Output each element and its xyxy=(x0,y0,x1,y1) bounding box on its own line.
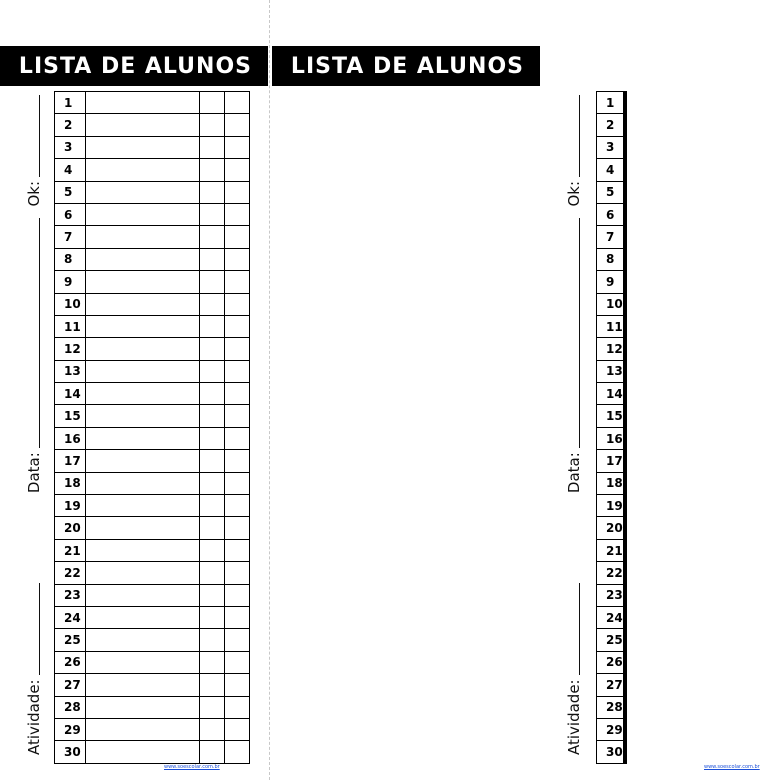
student-number: 29 xyxy=(55,718,86,740)
student-name-cell[interactable] xyxy=(86,203,200,225)
table-row xyxy=(55,293,250,315)
table-row xyxy=(55,562,250,584)
student-number: 26 xyxy=(597,651,624,673)
table-row xyxy=(597,271,627,293)
student-number: 27 xyxy=(55,674,86,696)
table-row xyxy=(55,741,250,763)
table-row xyxy=(597,427,627,449)
check-cell-2[interactable] xyxy=(225,584,250,606)
check-cell-2[interactable] xyxy=(625,741,626,763)
student-number: 4 xyxy=(597,159,624,181)
student-number: 19 xyxy=(55,495,86,517)
table-row xyxy=(597,651,627,673)
student-number: 3 xyxy=(597,136,624,158)
student-number: 24 xyxy=(55,606,86,628)
check-cell-2[interactable] xyxy=(225,517,250,539)
table-row xyxy=(597,203,627,225)
student-number: 14 xyxy=(55,383,86,405)
check-cell-2[interactable] xyxy=(225,293,250,315)
ok-label: Ok: xyxy=(565,181,583,207)
check-cell-2[interactable] xyxy=(625,539,626,561)
check-cell-1[interactable] xyxy=(200,539,225,561)
check-cell-1[interactable] xyxy=(200,517,225,539)
student-number: 2 xyxy=(597,114,624,136)
student-number: 23 xyxy=(55,584,86,606)
roster-table xyxy=(54,91,250,764)
check-cell-2[interactable] xyxy=(625,606,626,628)
student-number: 1 xyxy=(55,92,86,114)
student-name-cell[interactable] xyxy=(86,450,200,472)
student-number: 14 xyxy=(597,383,624,405)
student-name-cell[interactable] xyxy=(86,517,200,539)
check-cell-2[interactable] xyxy=(625,136,626,158)
check-cell-2[interactable] xyxy=(225,741,250,763)
table-row xyxy=(55,338,250,360)
table-row xyxy=(55,718,250,740)
check-cell-2[interactable] xyxy=(225,92,250,114)
table-row xyxy=(55,92,250,114)
check-cell-1[interactable] xyxy=(200,562,225,584)
student-name-cell[interactable] xyxy=(86,315,200,337)
check-cell-2[interactable] xyxy=(225,450,250,472)
student-number: 22 xyxy=(597,562,624,584)
student-name-cell[interactable] xyxy=(86,360,200,382)
check-cell-2[interactable] xyxy=(625,718,626,740)
table-row xyxy=(55,248,250,270)
check-cell-1[interactable] xyxy=(200,136,225,158)
student-number: 7 xyxy=(55,226,86,248)
student-name-cell[interactable] xyxy=(86,271,200,293)
activity-label: Atividade: xyxy=(25,679,43,755)
check-cell-2[interactable] xyxy=(225,472,250,494)
check-cell-2[interactable] xyxy=(225,629,250,651)
student-name-cell[interactable] xyxy=(86,226,200,248)
table-row xyxy=(55,203,250,225)
table-row xyxy=(597,584,627,606)
check-cell-2[interactable] xyxy=(625,383,626,405)
table-row xyxy=(597,405,627,427)
table-row xyxy=(597,360,627,382)
check-cell-1[interactable] xyxy=(200,383,225,405)
student-number: 5 xyxy=(55,181,86,203)
table-row xyxy=(597,450,627,472)
check-cell-2[interactable] xyxy=(225,226,250,248)
student-name-cell[interactable] xyxy=(86,159,200,181)
table-row xyxy=(597,606,627,628)
check-cell-1[interactable] xyxy=(200,338,225,360)
check-cell-2[interactable] xyxy=(625,226,626,248)
student-number: 6 xyxy=(597,203,624,225)
check-cell-2[interactable] xyxy=(625,450,626,472)
table-row xyxy=(55,450,250,472)
check-cell-2[interactable] xyxy=(625,427,626,449)
table-row xyxy=(597,539,627,561)
table-row xyxy=(55,696,250,718)
date-label: Data: xyxy=(565,452,583,494)
check-cell-2[interactable] xyxy=(625,472,626,494)
activity-blank-line xyxy=(579,583,580,675)
table-row xyxy=(55,405,250,427)
check-cell-1[interactable] xyxy=(200,584,225,606)
table-row xyxy=(597,181,627,203)
check-cell-2[interactable] xyxy=(625,271,626,293)
student-number: 21 xyxy=(597,539,624,561)
student-number: 1 xyxy=(597,92,624,114)
roster-body xyxy=(597,92,627,764)
table-row xyxy=(55,159,250,181)
check-cell-1[interactable] xyxy=(200,114,225,136)
table-row xyxy=(55,495,250,517)
student-name-cell[interactable] xyxy=(86,427,200,449)
check-cell-1[interactable] xyxy=(200,427,225,449)
check-cell-2[interactable] xyxy=(625,584,626,606)
student-number: 8 xyxy=(597,248,624,270)
student-name-cell[interactable] xyxy=(86,383,200,405)
student-name-cell[interactable] xyxy=(86,472,200,494)
check-cell-2[interactable] xyxy=(225,360,250,382)
ok-field xyxy=(565,95,583,207)
student-name-cell[interactable] xyxy=(86,114,200,136)
student-name-cell[interactable] xyxy=(86,651,200,673)
check-cell-2[interactable] xyxy=(625,629,626,651)
student-number: 17 xyxy=(55,450,86,472)
student-number: 9 xyxy=(597,271,624,293)
student-number: 27 xyxy=(597,674,624,696)
student-number: 28 xyxy=(597,696,624,718)
check-cell-2[interactable] xyxy=(625,651,626,673)
student-number: 11 xyxy=(597,315,624,337)
check-cell-2[interactable] xyxy=(225,427,250,449)
check-cell-1[interactable] xyxy=(200,315,225,337)
ok-label: Ok: xyxy=(25,181,43,207)
student-number: 5 xyxy=(597,181,624,203)
check-cell-2[interactable] xyxy=(225,315,250,337)
check-cell-2[interactable] xyxy=(625,696,626,718)
date-blank-line xyxy=(39,218,40,448)
table-row xyxy=(55,539,250,561)
activity-field xyxy=(25,583,43,755)
table-row xyxy=(55,136,250,158)
table-row xyxy=(597,159,627,181)
student-number: 30 xyxy=(597,741,624,763)
table-row xyxy=(597,517,627,539)
activity-label: Atividade: xyxy=(565,679,583,755)
student-list-panel-left xyxy=(0,0,270,780)
student-number: 29 xyxy=(597,718,624,740)
check-cell-2[interactable] xyxy=(225,674,250,696)
table-row xyxy=(597,338,627,360)
student-name-cell[interactable] xyxy=(86,718,200,740)
check-cell-2[interactable] xyxy=(625,159,626,181)
header-bar xyxy=(0,46,268,86)
footer-link[interactable]: www.soescolar.com.br xyxy=(704,764,760,770)
panel-title: LISTA DE ALUNOS xyxy=(18,54,252,79)
check-cell-1[interactable] xyxy=(200,360,225,382)
student-number: 22 xyxy=(55,562,86,584)
table-row xyxy=(597,226,627,248)
student-name-cell[interactable] xyxy=(86,136,200,158)
check-cell-1[interactable] xyxy=(200,718,225,740)
student-number: 20 xyxy=(55,517,86,539)
check-cell-1[interactable] xyxy=(200,159,225,181)
table-row xyxy=(55,629,250,651)
student-number: 3 xyxy=(55,136,86,158)
student-number: 25 xyxy=(55,629,86,651)
student-name-cell[interactable] xyxy=(86,606,200,628)
table-row xyxy=(597,315,627,337)
student-number: 13 xyxy=(55,360,86,382)
table-row xyxy=(55,315,250,337)
student-name-cell[interactable] xyxy=(86,562,200,584)
table-row xyxy=(597,136,627,158)
date-blank-line xyxy=(579,218,580,448)
table-row xyxy=(55,472,250,494)
check-cell-2[interactable] xyxy=(225,606,250,628)
student-name-cell[interactable] xyxy=(86,338,200,360)
table-row xyxy=(597,293,627,315)
check-cell-2[interactable] xyxy=(225,271,250,293)
check-cell-2[interactable] xyxy=(225,338,250,360)
side-fields xyxy=(564,95,584,755)
check-cell-1[interactable] xyxy=(200,450,225,472)
check-cell-1[interactable] xyxy=(200,181,225,203)
table-row xyxy=(55,651,250,673)
check-cell-2[interactable] xyxy=(625,360,626,382)
check-cell-2[interactable] xyxy=(625,405,626,427)
student-number: 10 xyxy=(597,293,624,315)
table-row xyxy=(597,674,627,696)
check-cell-2[interactable] xyxy=(625,181,626,203)
student-name-cell[interactable] xyxy=(86,539,200,561)
student-number: 12 xyxy=(597,338,624,360)
student-number: 6 xyxy=(55,203,86,225)
ok-field xyxy=(25,95,43,207)
date-field xyxy=(25,218,43,493)
student-number: 16 xyxy=(55,427,86,449)
check-cell-2[interactable] xyxy=(225,248,250,270)
check-cell-1[interactable] xyxy=(200,226,225,248)
check-cell-1[interactable] xyxy=(200,606,225,628)
check-cell-2[interactable] xyxy=(225,136,250,158)
check-cell-2[interactable] xyxy=(625,92,626,114)
student-name-cell[interactable] xyxy=(86,741,200,763)
student-number: 9 xyxy=(55,271,86,293)
student-name-cell[interactable] xyxy=(86,181,200,203)
student-number: 15 xyxy=(597,405,624,427)
student-number: 10 xyxy=(55,293,86,315)
ok-blank-line xyxy=(579,95,580,177)
table-row xyxy=(55,360,250,382)
check-cell-1[interactable] xyxy=(200,248,225,270)
check-cell-1[interactable] xyxy=(200,674,225,696)
student-number: 28 xyxy=(55,696,86,718)
check-cell-2[interactable] xyxy=(225,405,250,427)
table-row xyxy=(55,584,250,606)
activity-blank-line xyxy=(39,583,40,675)
student-number: 25 xyxy=(597,629,624,651)
table-row xyxy=(55,383,250,405)
student-number: 7 xyxy=(597,226,624,248)
student-number: 30 xyxy=(55,741,86,763)
check-cell-2[interactable] xyxy=(225,114,250,136)
student-number: 24 xyxy=(597,606,624,628)
check-cell-2[interactable] xyxy=(625,248,626,270)
table-row xyxy=(597,629,627,651)
check-cell-2[interactable] xyxy=(225,562,250,584)
header-bar xyxy=(272,46,540,86)
student-name-cell[interactable] xyxy=(86,405,200,427)
check-cell-2[interactable] xyxy=(225,539,250,561)
check-cell-2[interactable] xyxy=(625,293,626,315)
check-cell-2[interactable] xyxy=(225,383,250,405)
check-cell-1[interactable] xyxy=(200,696,225,718)
student-number: 18 xyxy=(55,472,86,494)
student-number: 4 xyxy=(55,159,86,181)
student-number: 21 xyxy=(55,539,86,561)
check-cell-2[interactable] xyxy=(225,495,250,517)
student-name-cell[interactable] xyxy=(86,674,200,696)
student-number: 17 xyxy=(597,450,624,472)
activity-field xyxy=(565,583,583,755)
check-cell-1[interactable] xyxy=(200,495,225,517)
table-row xyxy=(597,472,627,494)
check-cell-2[interactable] xyxy=(625,114,626,136)
student-number: 26 xyxy=(55,651,86,673)
check-cell-2[interactable] xyxy=(625,203,626,225)
student-number: 13 xyxy=(597,360,624,382)
table-row xyxy=(597,92,627,114)
student-name-cell[interactable] xyxy=(86,92,200,114)
check-cell-1[interactable] xyxy=(200,92,225,114)
table-row xyxy=(55,271,250,293)
check-cell-2[interactable] xyxy=(625,315,626,337)
student-number: 19 xyxy=(597,495,624,517)
check-cell-1[interactable] xyxy=(200,293,225,315)
check-cell-1[interactable] xyxy=(200,472,225,494)
check-cell-1[interactable] xyxy=(200,651,225,673)
student-number: 20 xyxy=(597,517,624,539)
check-cell-2[interactable] xyxy=(625,517,626,539)
check-cell-1[interactable] xyxy=(200,203,225,225)
table-row xyxy=(55,606,250,628)
student-name-cell[interactable] xyxy=(86,495,200,517)
table-row xyxy=(55,226,250,248)
check-cell-2[interactable] xyxy=(225,203,250,225)
check-cell-2[interactable] xyxy=(625,562,626,584)
ok-blank-line xyxy=(39,95,40,177)
date-label: Data: xyxy=(25,452,43,494)
student-number: 15 xyxy=(55,405,86,427)
check-cell-1[interactable] xyxy=(200,741,225,763)
roster-table xyxy=(596,91,627,764)
table-row xyxy=(597,114,627,136)
table-row xyxy=(597,495,627,517)
check-cell-1[interactable] xyxy=(200,629,225,651)
panel-title: LISTA DE ALUNOS xyxy=(290,54,524,79)
student-number: 8 xyxy=(55,248,86,270)
table-row xyxy=(55,517,250,539)
check-cell-2[interactable] xyxy=(225,718,250,740)
table-row xyxy=(597,562,627,584)
student-name-cell[interactable] xyxy=(86,629,200,651)
check-cell-1[interactable] xyxy=(200,271,225,293)
student-number: 2 xyxy=(55,114,86,136)
check-cell-2[interactable] xyxy=(225,181,250,203)
date-field xyxy=(565,218,583,493)
student-number: 16 xyxy=(597,427,624,449)
student-number: 11 xyxy=(55,315,86,337)
student-number: 23 xyxy=(597,584,624,606)
table-row xyxy=(55,427,250,449)
roster-body xyxy=(55,92,250,764)
table-row xyxy=(55,674,250,696)
check-cell-2[interactable] xyxy=(225,696,250,718)
check-cell-2[interactable] xyxy=(225,159,250,181)
table-row xyxy=(55,114,250,136)
table-row xyxy=(597,696,627,718)
table-row xyxy=(597,718,627,740)
check-cell-2[interactable] xyxy=(225,651,250,673)
footer-link[interactable]: www.soescolar.com.br xyxy=(164,764,220,770)
table-row xyxy=(597,383,627,405)
check-cell-2[interactable] xyxy=(625,495,626,517)
table-row xyxy=(597,248,627,270)
student-list-panel-right xyxy=(270,0,760,780)
student-number: 12 xyxy=(55,338,86,360)
check-cell-1[interactable] xyxy=(200,405,225,427)
table-row xyxy=(597,741,627,763)
check-cell-2[interactable] xyxy=(625,338,626,360)
student-name-cell[interactable] xyxy=(86,248,200,270)
student-name-cell[interactable] xyxy=(86,696,200,718)
student-number: 18 xyxy=(597,472,624,494)
student-name-cell[interactable] xyxy=(86,584,200,606)
side-fields xyxy=(24,95,44,755)
student-name-cell[interactable] xyxy=(86,293,200,315)
check-cell-2[interactable] xyxy=(625,674,626,696)
table-row xyxy=(55,181,250,203)
